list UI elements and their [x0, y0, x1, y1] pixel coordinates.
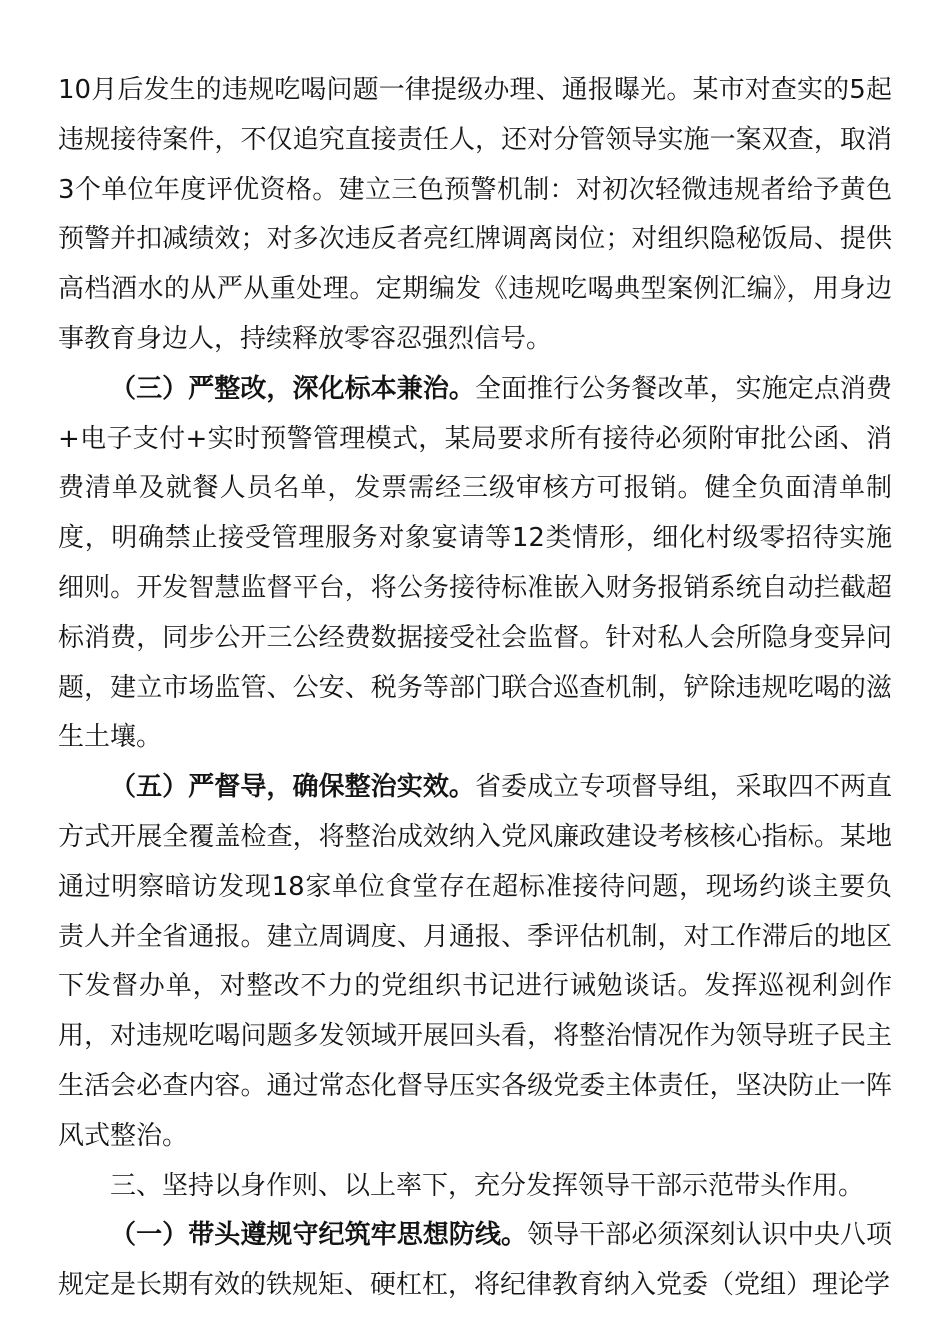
paragraph-section-5 [58, 763, 892, 1161]
paragraph-body: 省委成立专项督导组，采取四不两直方式开展全覆盖检查，将整治成效纳入党风廉政建设考核核心指标。某地通过明察暗访发现18家单位食堂存在超标准接待问题，现场约谈主要负责人并全省通报。建立周调度、月通报、季评估机制，对工作滞后的地区下发督办单，对整改不力的党组织书记进行诫勉谈话。发挥巡视利剑作用，对违规吃喝问题多发领域开展回头看，将整治情况作为领导班子民主生活会必查内容。通过常态化督导压实各级党委主体责任，坚决防止一阵风式整治。 [58, 772, 892, 1151]
section-heading: （五）严督导，确保整治实效。 [110, 772, 475, 803]
paragraph-section-3 [58, 365, 892, 763]
paragraph-body: 10月后发生的违规吃喝问题一律提级办理、通报曝光。某市对查实的5起违规接待案件，不仅追究直接责任人，还对分管领导实施一案双查，取消3个单位年度评优资格。建立三色预警机制：对初次轻微违规者给予黄色预警并扣减绩效；对多次违反者亮红牌调离岗位；对组织隐秘饭局、提供高档酒水的从严从重处理。定期编发《违规吃喝典型案例汇编》，用身边事教育身边人，持续释放零容忍强烈信号。 [58, 75, 892, 354]
chapter-heading-text: 三、坚持以身作则、以上率下，充分发挥领导干部示范带头作用。 [110, 1170, 865, 1201]
section-heading: （一）带头遵规守纪筑牢思想防线。 [110, 1220, 528, 1251]
section-heading: （三）严整改，深化标本兼治。 [110, 373, 475, 404]
document-page [58, 66, 892, 1311]
paragraph-subsection-1 [58, 1211, 892, 1311]
paragraph-body: 领导干部必须深刻认识中央八项规定是长期有效的铁规矩、硬杠杠，将纪律教育纳入党委（党组）理论学 [58, 1220, 892, 1301]
chapter-heading [58, 1162, 892, 1212]
paragraph-body: 全面推行公务餐改革，实施定点消费+电子支付+实时预警管理模式，某局要求所有接待必须附审批公函、消费清单及就餐人员名单，发票需经三级审核方可报销。健全负面清单制度，明确禁止接受管理服务对象宴请等12类情形，细化村级零招待实施细则。开发智慧监督平台，将公务接待标准嵌入财务报销系统自动拦截超标消费，同步公开三公经费数据接受社会监督。针对私人会所隐身变异问题，建立市场监管、公安、税务等部门联合巡查机制，铲除违规吃喝的滋生土壤。 [58, 373, 892, 753]
paragraph-continuation [58, 66, 892, 365]
